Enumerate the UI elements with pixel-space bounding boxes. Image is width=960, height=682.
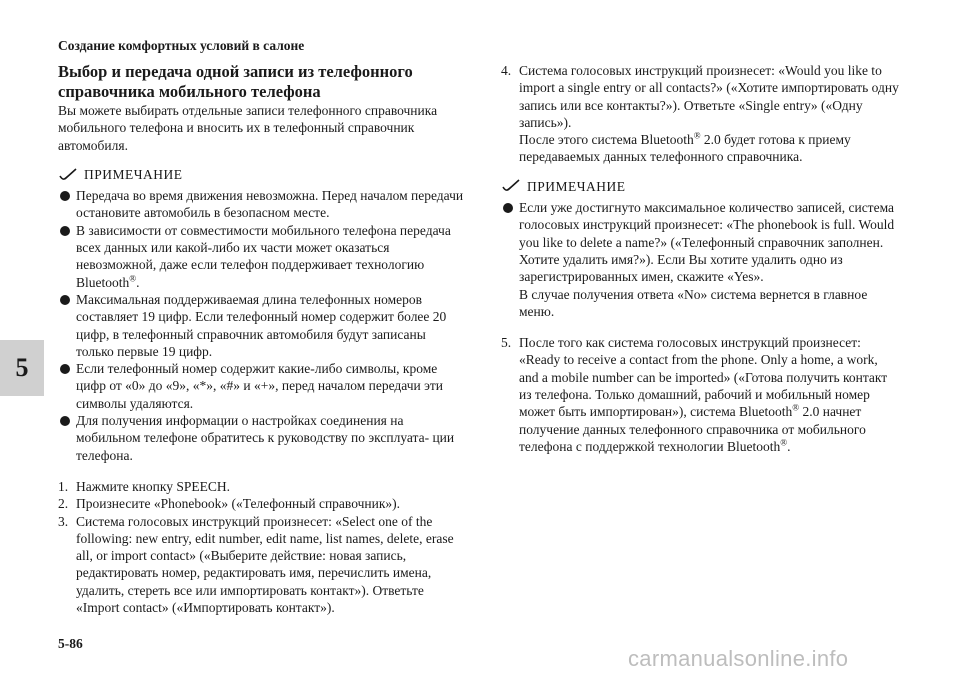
- bullet-dot-icon: [60, 416, 70, 426]
- watermark: carmanualsonline.info: [628, 646, 849, 671]
- step-text: Система голосовых инструкций произнесет: «Select one of the following: new entry, edit number, edit name, list names, delete, erase all, or import contact» («Выберите действие: новая запись, редактировать номер, редактировать имя, перечислить имена, удалить, стереть все или импортировать контакт»). Ответьте «Import contact» («Импортировать контакт»).: [76, 513, 454, 616]
- note-bullet: [58, 412, 464, 464]
- registered-mark: ®: [693, 130, 701, 141]
- bullet-text: Если уже достигнуто максимальное количество записей, система голосовых инструкций произнесет: «The phonebook is full. Would you like to delete a name?» («Телефонный справочник заполнен. Хотите удалить имя?»). Если Вы хотите удалить одно из зарегистрированных имен, скажите «Yes».: [519, 200, 895, 285]
- section-heading: [58, 62, 464, 102]
- note-label: ПРИМЕЧАНИЕ: [84, 166, 183, 182]
- note-header: [501, 178, 899, 195]
- step-item: [501, 62, 899, 166]
- bullet-text: В зависимости от совместимости мобильного телефона передача всех данных или какой-либо их части может оказаться невозможной, даже если телефон поддерживает технологию Bluetooth: [76, 222, 451, 290]
- step-text: Нажмите кнопку SPEECH.: [76, 478, 230, 494]
- registered-mark: ®: [780, 437, 788, 448]
- steps-list: [58, 478, 464, 616]
- step-number: 2.: [58, 496, 69, 512]
- step-number: 4.: [501, 63, 512, 78]
- step-item: [501, 334, 899, 455]
- running-header: Создание комфортных условий в салоне: [58, 38, 305, 53]
- bullet-text-continued: В случае получения ответа «No» система вернется в главное меню.: [519, 286, 868, 319]
- step-text-part: 2.0 начнет получение данных телефонного справочника от мобильного телефона с поддержкой технологии Bluetooth: [519, 404, 866, 454]
- bullet-text: Для получения информации о настройках соединения на мобильном телефоне обратитесь к руководству по эксплуата- ции телефона.: [76, 413, 455, 463]
- left-column: [58, 62, 464, 616]
- heading-line-2: справочника мобильного телефона: [58, 82, 321, 101]
- step-text: После того как система голосовых инструкций произнесет: «Ready to receive a contact from the phone. Only a home, a work, and a mobile number can be imported» («Готова получить контакт из телефона. Только домашний, рабочий и мобильный номер может быть импортирован»), система Bluetooth: [519, 335, 888, 420]
- page-number: 5-86: [58, 636, 83, 651]
- step-text-continued: [519, 131, 899, 166]
- bullet-dot-icon: [60, 191, 70, 201]
- chapter-tab: [0, 340, 44, 396]
- note-bullet-list: [501, 199, 899, 320]
- bullet-dot-icon: [60, 364, 70, 374]
- right-column: [501, 62, 899, 455]
- step-text: Система голосовых инструкций произнесет: «Would you like to import a single entry or all contacts?» («Хотите импортировать одну запись или все контакты?»). Ответьте «Single entry» («Одну запись»).: [519, 63, 899, 130]
- registered-mark: ®: [129, 273, 137, 284]
- step-number: 1.: [58, 478, 69, 494]
- step-text-part: 2.0 будет готова к приему передаваемых данных телефонного справочника.: [519, 132, 851, 165]
- note-bullet: [58, 222, 464, 291]
- step-number: 5.: [501, 335, 512, 351]
- heading-line-1: Выбор и передача одной записи из телефонного: [58, 62, 413, 81]
- bullet-text: Максимальная поддерживаемая длина телефонных номеров составляет 19 цифр. Если телефонный номер содержит более 20 цифр, в телефонный справочник автомобиля будут записаны только первые 19 цифр.: [76, 291, 447, 359]
- note-pen-icon: [501, 178, 523, 194]
- step-text: Произнесите «Phonebook» («Телефонный справочник»).: [76, 496, 401, 512]
- note-bullet: [58, 187, 464, 222]
- chapter-number: 5: [15, 353, 29, 382]
- step-text-part: После этого система Bluetooth: [519, 132, 694, 148]
- bullet-dot-icon: [60, 226, 70, 236]
- registered-mark: ®: [792, 402, 800, 413]
- step-number: 3.: [58, 513, 69, 529]
- bullet-dot-icon: [503, 203, 513, 213]
- bullet-dot-icon: [60, 295, 70, 305]
- step-text-part: .: [787, 438, 791, 454]
- note-bullet-list: [58, 187, 464, 464]
- step-item: [58, 513, 464, 617]
- note-header: [58, 166, 464, 183]
- note-pen-icon: [58, 167, 80, 183]
- bullet-text: Если телефонный номер содержит какие-либо символы, кроме цифр от «0» до «9», «*», «#» и «+», перед началом передачи эти символы удаляются.: [76, 361, 444, 411]
- steps-list-continued: [501, 334, 899, 455]
- note-bullet: [501, 199, 899, 320]
- steps-list-continued: [501, 62, 899, 166]
- bullet-text-tail: .: [136, 274, 140, 290]
- bullet-text: Передача во время движения невозможна. Перед началом передачи остановите автомобиль в безопасном месте.: [76, 188, 464, 221]
- step-item: [58, 495, 464, 512]
- note-bullet: [58, 360, 464, 412]
- intro-paragraph: Вы можете выбирать отдельные записи телефонного справочника мобильного телефона и вносить их в телефонный справочник автомобиля.: [58, 103, 438, 153]
- note-label: ПРИМЕЧАНИЕ: [527, 178, 626, 194]
- note-bullet: [58, 291, 464, 360]
- step-item: [58, 478, 464, 495]
